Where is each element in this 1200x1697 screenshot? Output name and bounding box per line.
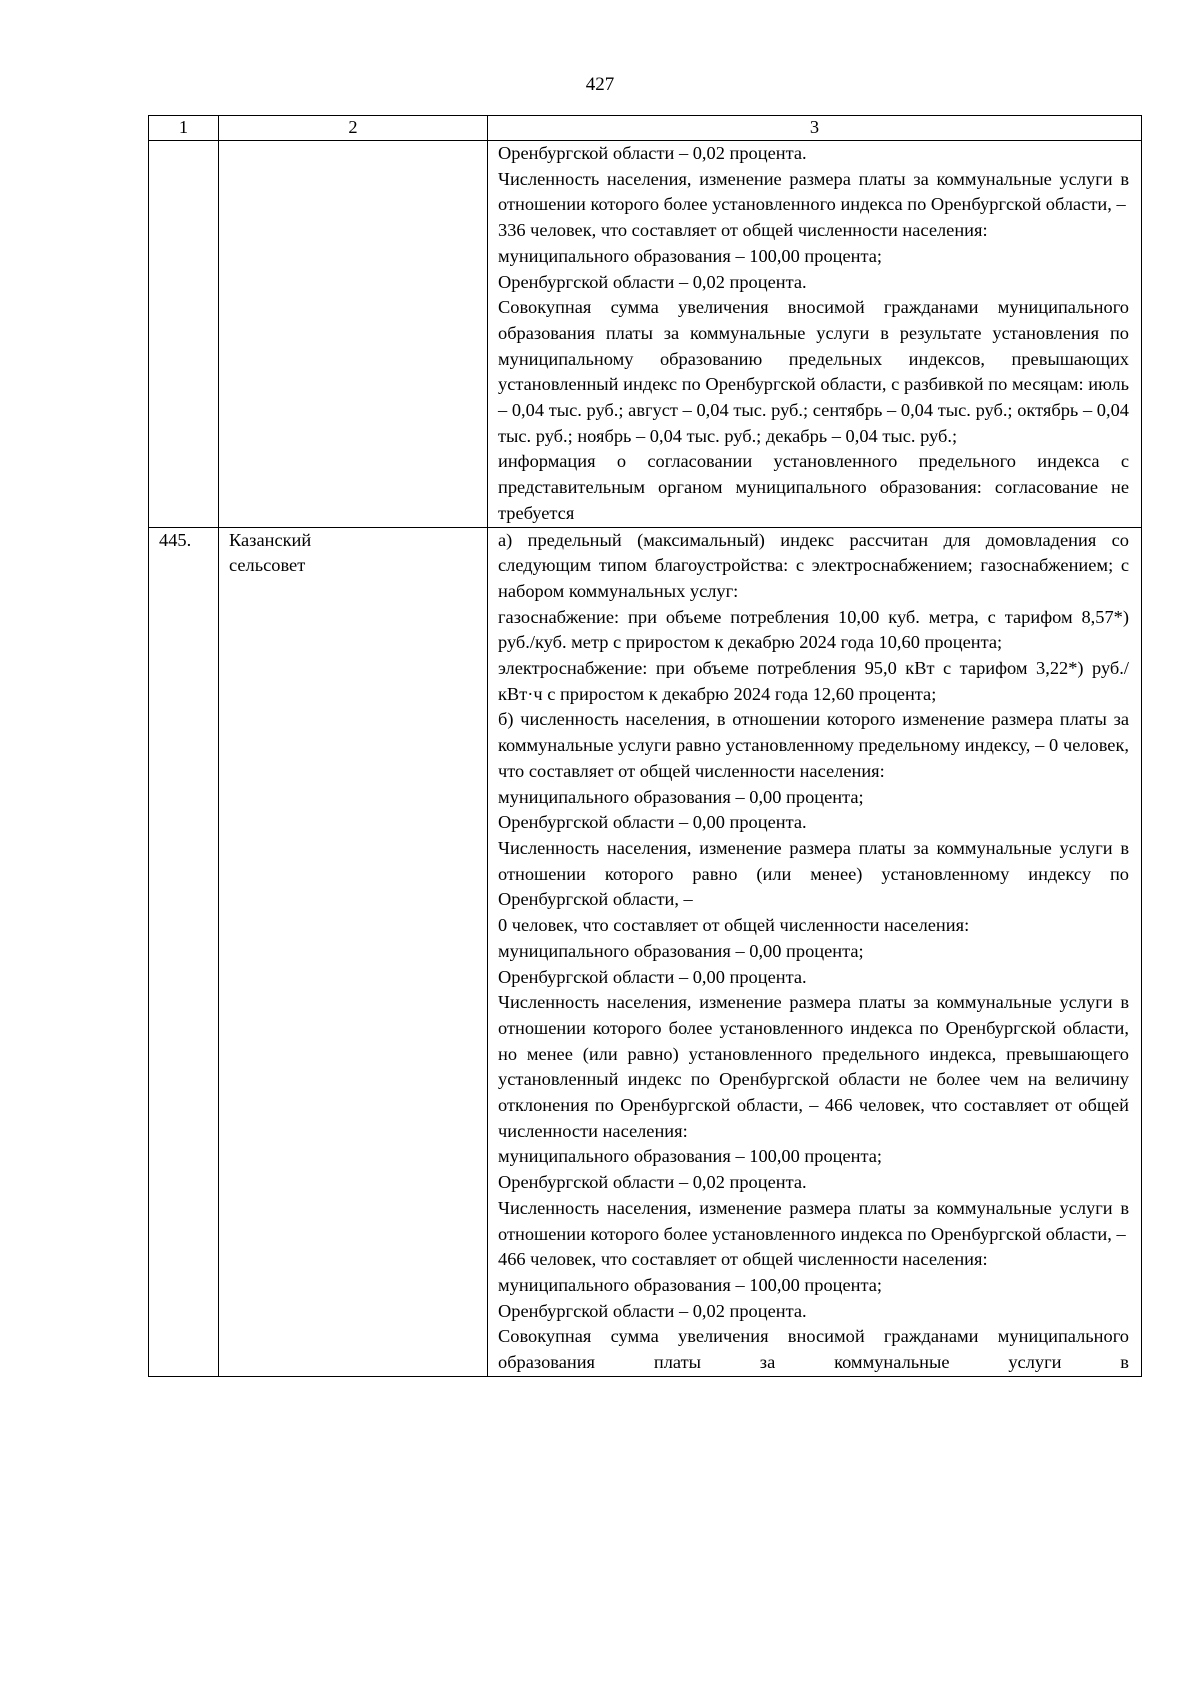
table-header-row — [149, 116, 1142, 141]
paragraph: Оренбургской области – 0,00 процента. — [498, 812, 807, 833]
table-row — [149, 141, 1142, 528]
column-header-3: 3 — [488, 116, 1142, 141]
paragraph: Оренбургской области – 0,02 процента. — [498, 271, 807, 292]
municipality-name-cell — [219, 527, 488, 1376]
description-cell — [488, 527, 1142, 1376]
paragraph: газоснабжение: при объеме потребления 10,00 куб. метра, с тарифом 8,57*) руб./куб. метр с приростом к декабрю 2024 года 10,60 процента; — [498, 606, 1129, 653]
paragraph: электроснабжение: при объеме потребления 95,0 кВт с тарифом 3,22*) руб./кВт·ч с приростом к декабрю 2024 года 12,60 процента; — [498, 658, 1129, 704]
paragraph: муниципального образования – 100,00 процента; — [498, 1274, 883, 1295]
paragraph: а) предельный (максимальный) индекс рассчитан для домовладения со следующим типом благоустройства: с электроснабжением; газоснабжением; с набором коммунальных услуг: — [498, 529, 1129, 601]
paragraph: Оренбургской области – 0,00 процента. — [498, 966, 807, 987]
municipality-name-cell — [219, 141, 488, 528]
paragraph: Оренбургской области – 0,02 процента. — [498, 143, 807, 163]
paragraph: 336 человек, что составляет от общей численности населения: — [498, 220, 988, 241]
paragraph: Численность населения, изменение размера платы за коммунальные услуги в отношении которого более установленного индекса по Оренбургской области, но менее (или равно) установленного предельного индекса, превышающего установленный индекс по Оренбургской области не более чем на величину отклонения по Оренбургской области, – 466 человек, что составляет от общей численности населения: — [498, 992, 1129, 1141]
paragraph: информация о согласовании установленного предельного индекса с представительным органом муниципального образования: согласование не требуется — [498, 451, 1129, 523]
paragraph: Численность населения, изменение размера платы за коммунальные услуги в отношении которого более установленного индекса по Оренбургской области, – — [498, 1197, 1129, 1244]
row-number-cell — [149, 141, 219, 528]
municipality-name-line-1: Казанский — [229, 529, 312, 550]
paragraph: муниципального образования – 0,00 процента; — [498, 940, 864, 961]
paragraph: муниципального образования – 100,00 процента; — [498, 245, 883, 266]
paragraph: б) численность населения, в отношении которого изменение размера платы за коммунальные услуги равно установленному предельному индексу, – 0 человек, что составляет от общей численности населения: — [498, 709, 1129, 781]
description-cell — [488, 141, 1142, 528]
paragraph: Оренбургской области – 0,02 процента. — [498, 1172, 807, 1193]
column-header-1: 1 — [149, 116, 219, 141]
paragraph: Совокупная сумма увеличения вносимой гражданами муниципального образования платы за коммунальные услуги в — [498, 1326, 1129, 1373]
municipality-name-line-2: сельсовет — [229, 555, 306, 576]
paragraph: 466 человек, что составляет от общей численности населения: — [498, 1249, 988, 1270]
column-header-2: 2 — [219, 116, 488, 141]
table-row — [149, 527, 1142, 1376]
paragraph: Оренбургской области – 0,02 процента. — [498, 1300, 807, 1321]
row-number-cell: 445. — [149, 527, 219, 1376]
paragraph: Численность населения, изменение размера платы за коммунальные услуги в отношении которого более установленного индекса по Оренбургской области, – — [498, 168, 1129, 215]
data-table — [148, 115, 1142, 1377]
paragraph: Численность населения, изменение размера платы за коммунальные услуги в отношении которого равно (или менее) установленному индексу по Оренбургской области, – — [498, 837, 1129, 910]
paragraph: 0 человек, что составляет от общей численности населения: — [498, 915, 970, 936]
page-number: 427 — [585, 74, 615, 95]
paragraph: муниципального образования – 0,00 процента; — [498, 786, 864, 807]
paragraph: Совокупная сумма увеличения вносимой гражданами муниципального образования платы за коммунальные услуги в результате установления по муниципальному образованию предельных индексов, превышающих установленный индекс по Оренбургской области, с разбивкой по месяцам: июль – 0,04 тыс. руб.; август – 0,04 тыс. руб.; сентябрь – 0,04 тыс. руб.; октябрь – 0,04 тыс. руб.; ноябрь – 0,04 тыс. руб.; декабрь – 0,04 тыс. руб.; — [498, 297, 1129, 446]
paragraph: муниципального образования – 100,00 процента; — [498, 1146, 883, 1167]
